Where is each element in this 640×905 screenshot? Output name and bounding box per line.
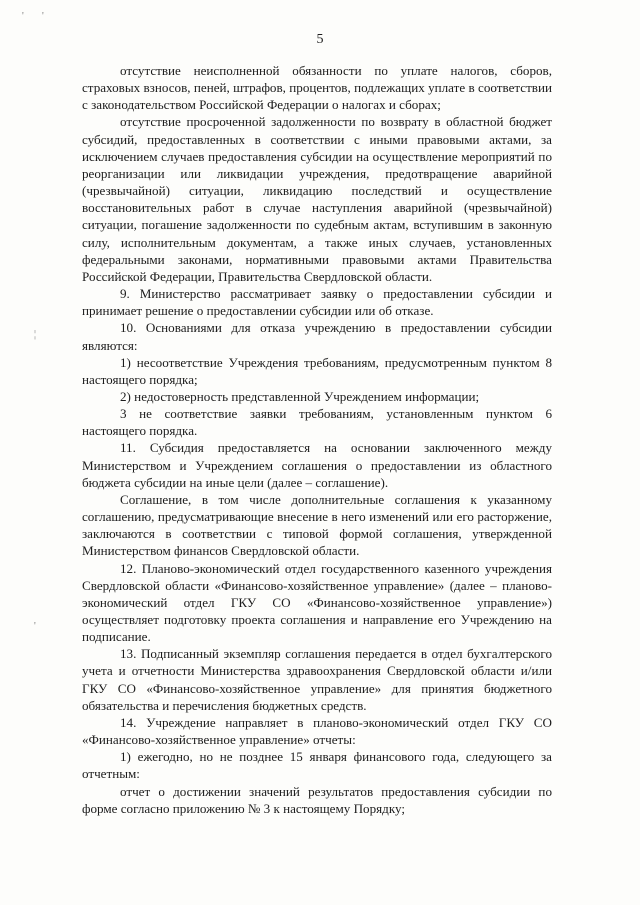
page-number: 5 [316, 32, 324, 47]
margin-mark: ' [22, 11, 24, 22]
paragraph: 9. Министерство рассматривает заявку о предоставлении субсидии и принимает решение о предоставлении субсидии или об отказе. [82, 286, 552, 319]
paragraph: 1) несоответствие Учреждения требованиям, предусмотренным пунктом 8 настоящего порядка; [82, 354, 552, 387]
paragraph: 13. Подписанный экземпляр соглашения передается в отдел бухгалтерского учета и отчетности Министерства здравоохранения Свердловской области и/или ГКУ СО «Финансово-хозяйственное управление» для принятия бюджетного обязательства и перечисления бюджетных средств. [82, 646, 552, 713]
paragraph: 2) недостоверность представленной Учреждением информации; [120, 388, 480, 404]
paragraph: 1) ежегодно, но не позднее 15 января финансового года, следующего за отчетным: [82, 749, 552, 782]
paragraph: отсутствие неисполненной обязанности по уплате налогов, сборов, страховых взносов, пеней, штрафов, процентов, подлежащих уплате в соответствии с законодательством Российской Федерации о налогах и сборах; [82, 63, 552, 113]
paragraph: отчет о достижении значений результатов предоставления субсидии по форме согласно приложению № 3 к настоящему Порядку; [82, 783, 552, 816]
paragraph: 11. Субсидия предоставляется на основании заключенного между Министерством и Учреждением соглашения о предоставлении из областного бюджета субсидии на иные цели (далее – соглашение). [82, 440, 552, 490]
paragraph: Соглашение, в том числе дополнительные соглашения к указанному соглашению, предусматривающие внесение в него изменений или его расторжение, заключаются в соответствии с типовой формой соглашения, утвержденной Министерством финансов Свердловской области. [82, 491, 552, 559]
paragraph: 3 не соответствие заявки требованиям, установленным пунктом 6 настоящего порядка. [82, 406, 552, 439]
paragraph: 14. Учреждение направляет в планово-экономический отдел ГКУ СО «Финансово-хозяйственное управление» отчеты: [82, 714, 552, 748]
paragraph: 10. Основаниями для отказа учреждению в предоставлении субсидии являются: [82, 320, 552, 353]
paragraph: 12. Планово-экономический отдел государственного казенного учреждения Свердловской области «Финансово-хозяйственное управление» (далее – планово-экономический отдел ГКУ СО «Финансово-хозяйственное управление») осуществляет подготовку проекта соглашения и направление его Учреждению на подписание. [82, 560, 552, 645]
margin-mark: ' [34, 621, 36, 632]
margin-mark: ¦ [34, 329, 37, 340]
document-body [82, 62, 552, 817]
margin-mark: ' [42, 11, 44, 22]
paragraph: отсутствие просроченной задолженности по возврату в областной бюджет субсидий, предоставленных в соответствии с иными правовыми актами, за исключением случаев предоставления субсидии на осуществление мероприятий по реорганизации или ликвидации учреждения, предотвращение аварийной (чрезвычайной) ситуации, ликвидацию последствий и осуществление восстановительных работ в случае наступления аварийной (чрезвычайной) ситуации, погашение задолженности по судебным актам, вступившим в законную силу, исполнительным документам, а также иных случаев, установленных федеральными законами, нормативными правовыми актами Правительства Российской Федерации, Правительства Свердловской области. [82, 114, 552, 284]
